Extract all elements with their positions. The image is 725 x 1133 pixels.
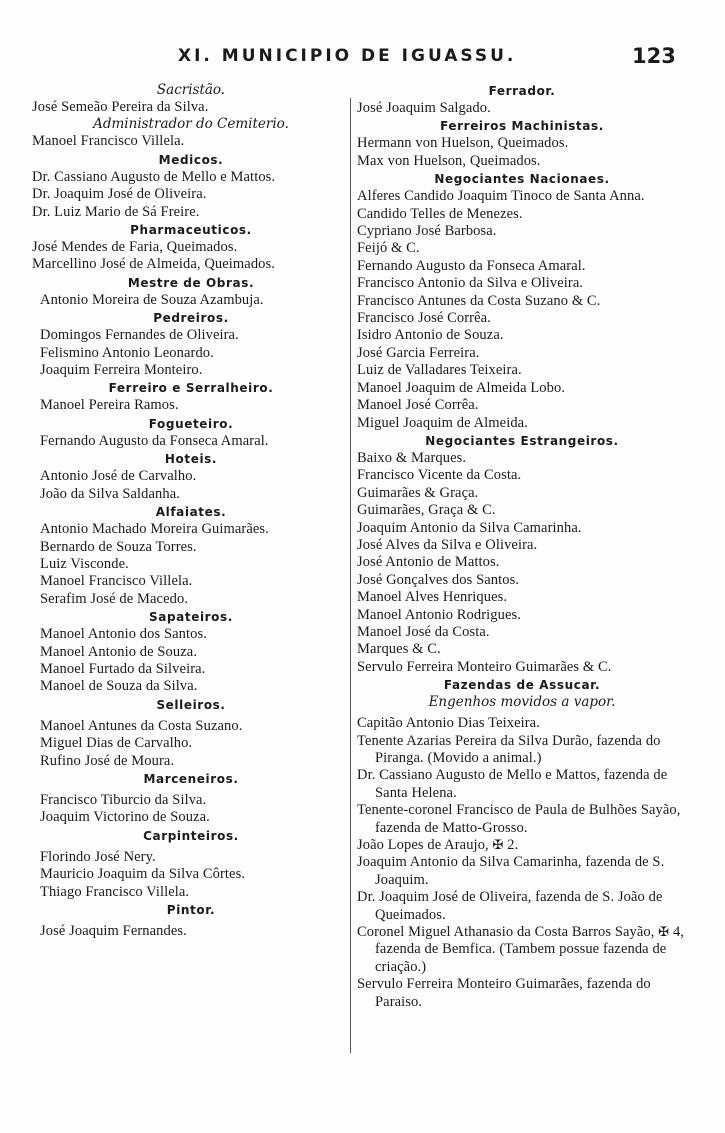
list-item: Luiz de Valladares Teixeira.	[357, 362, 522, 379]
list-item-text: João Lopes de Araujo,	[357, 837, 489, 854]
section-heading-negociantes-estrangeiros: Negociantes Estrangeiros.	[425, 433, 619, 448]
list-item: Guimarães, Graça & C.	[357, 502, 496, 519]
list-item: Francisco Antonio da Silva e Oliveira.	[357, 275, 584, 292]
list-item: Servulo Ferreira Monteiro Guimarães, fazenda do Paraiso.	[357, 976, 651, 1010]
list-item-text: 2.	[507, 837, 519, 854]
list-item: João da Silva Saldanha.	[40, 485, 181, 502]
list-item: Baixo & Marques.	[357, 449, 467, 466]
section-heading-mestre-obras: Mestre de Obras.	[127, 275, 255, 290]
list-item: José Joaquim Salgado.	[357, 100, 491, 116]
list-item: Dr. Cassiano Augusto de Mello e Mattos, fazenda de Santa Helena.	[357, 767, 668, 801]
list-item: Manoel Furtado da Silveira.	[40, 660, 206, 677]
list-item: Francisco Vicente da Costa.	[357, 467, 522, 484]
section-subheading-engenhos: Engenhos movidos a vapor.	[428, 694, 616, 711]
list-item: Luiz Visconde.	[40, 555, 129, 572]
list-item: Bernardo de Souza Torres.	[40, 538, 197, 555]
list-item: Manoel Joaquim de Almeida Lobo.	[357, 379, 566, 396]
list-item: José Gonçalves dos Santos.	[357, 571, 520, 588]
list-item: Mauricio Joaquim da Silva Côrtes.	[40, 866, 246, 883]
list-item: José Mendes de Faria, Queimados.	[32, 239, 238, 256]
list-item: Manoel Antonio dos Santos.	[40, 626, 207, 643]
cross-icon: ✠	[658, 925, 670, 941]
page-header	[0, 46, 725, 72]
list-item: Manoel de Souza da Silva.	[40, 678, 198, 695]
list-item: Candido Telles de Menezes.	[357, 205, 523, 222]
list-item-text: fazenda de Bemfica. (Tambem possue fazenda de criação.)	[375, 941, 667, 975]
list-item: Cypriano José Barbosa.	[357, 223, 497, 240]
list-item: Manoel Antonio Rodrigues.	[357, 606, 522, 623]
list-item: Francisco Tiburcio da Silva.	[40, 791, 207, 808]
list-item: Francisco José Corrêa.	[357, 310, 491, 327]
list-item: Servulo Ferreira Monteiro Guimarães & C.	[357, 658, 612, 675]
list-item: Capitão Antonio Dias Teixeira.	[357, 715, 540, 732]
list-item: Fernando Augusto da Fonseca Amaral.	[357, 257, 586, 274]
list-item: Manoel Francisco Villela.	[32, 133, 185, 150]
list-item: Manoel José da Costa.	[357, 623, 490, 640]
list-item: Manoel Pereira Ramos.	[40, 397, 179, 414]
list-item: Antonio Machado Moreira Guimarães.	[40, 521, 269, 538]
list-item: Serafim José de Macedo.	[40, 590, 189, 607]
section-heading-ferrador: Ferrador.	[488, 84, 556, 98]
section-heading-alfaiates: Alfaiates.	[155, 505, 227, 520]
list-item: Manoel Alves Henriques.	[357, 589, 508, 606]
list-item: Florindo José Nery.	[40, 848, 156, 865]
section-heading-pedreiros: Pedreiros.	[153, 311, 229, 326]
list-item-text: 4,	[672, 924, 685, 941]
section-heading-negociantes-nacionaes: Negociantes Nacionaes.	[434, 172, 610, 187]
list-item: Max von Huelson, Queimados.	[357, 152, 541, 169]
list-item: José Alves da Silva e Oliveira.	[357, 536, 538, 553]
section-heading-ferreiro-serralheiro: Ferreiro e Serralheiro.	[108, 381, 274, 396]
list-item: Manoel José Corrêa.	[357, 397, 479, 414]
list-item	[357, 837, 687, 854]
list-item: Dr. Luiz Mario de Sá Freire.	[32, 203, 200, 220]
list-item: Marques & C.	[357, 641, 441, 658]
list-item	[357, 924, 687, 976]
list-item: Joaquim Victorino de Souza.	[40, 809, 210, 826]
list-item: Joaquim Antonio da Silva Camarinha.	[357, 519, 582, 536]
section-heading-pharmaceuticos: Pharmaceuticos.	[130, 223, 252, 238]
list-item: Antonio Moreira de Souza Azambuja.	[40, 291, 264, 308]
section-heading-administrador: Administrador do Cemiterio.	[93, 116, 289, 133]
list-item: Dr. Joaquim José de Oliveira, fazenda de S. João de Queimados.	[357, 889, 663, 923]
list-item: Joaquim Antonio da Silva Camarinha, fazenda de S. Joaquim.	[357, 854, 665, 888]
list-item: Feijó & C.	[357, 240, 420, 257]
list-item: Thiago Francisco Villela.	[40, 883, 190, 900]
section-heading-fazendas: Fazendas de Assucar.	[443, 678, 601, 693]
list-item: Isidro Antonio de Souza.	[357, 327, 504, 344]
section-heading-sapateiros: Sapateiros.	[149, 610, 233, 625]
section-heading-sacristao: Sacristão.	[156, 82, 226, 98]
list-item: Marcellino José de Almeida, Queimados.	[32, 256, 275, 273]
list-item: Fernando Augusto da Fonseca Amaral.	[40, 432, 269, 449]
section-heading-medicos: Medicos.	[158, 152, 224, 167]
list-item: Dr. Cassiano Augusto de Mello e Mattos.	[32, 168, 276, 185]
section-heading-selleiros: Selleiros.	[156, 697, 226, 712]
list-item: Miguel Joaquim de Almeida.	[357, 414, 528, 431]
section-heading-fogueteiro: Fogueteiro.	[148, 416, 234, 431]
list-item: José Joaquim Fernandes.	[40, 923, 187, 939]
list-item-text: Coronel Miguel Athanasio da Costa Barros Sayão,	[357, 924, 655, 941]
list-item: Manoel Francisco Villela.	[40, 573, 193, 590]
list-item: José Garcia Ferreira.	[357, 344, 480, 361]
list-item: Domingos Fernandes de Oliveira.	[40, 327, 239, 344]
section-heading-pintor: Pintor.	[166, 903, 216, 917]
section-heading-hoteis: Hoteis.	[164, 452, 218, 467]
list-item: Tenente Azarias Pereira da Silva Durão, fazenda do Piranga. (Movido a animal.)	[357, 732, 661, 766]
right-column	[357, 82, 687, 1011]
list-item: José Antonio de Mattos.	[357, 554, 500, 571]
left-column	[32, 82, 350, 940]
list-item: Tenente-coronel Francisco de Paula de Bulhões Sayão, fazenda de Matto-Grosso.	[357, 802, 681, 836]
list-item: Hermann von Huelson, Queimados.	[357, 135, 569, 152]
page-number: 123	[632, 44, 676, 68]
cross-icon: ✠	[492, 838, 504, 854]
section-heading-marceneiros: Marceneiros.	[143, 771, 239, 786]
section-heading-ferreiros-machinistas: Ferreiros Machinistas.	[440, 119, 604, 134]
list-item: Felismino Antonio Leonardo.	[40, 344, 214, 361]
list-item: Miguel Dias de Carvalho.	[40, 735, 193, 752]
list-item: Manoel Antunes da Costa Suzano.	[40, 717, 243, 734]
list-item: Guimarães & Graça.	[357, 484, 479, 501]
list-item: José Semeão Pereira da Silva.	[32, 99, 209, 115]
list-item: Antonio José de Carvalho.	[40, 468, 197, 485]
list-item: Manoel Antonio de Souza.	[40, 643, 198, 660]
list-item: Rufino José de Moura.	[40, 752, 175, 769]
list-item: Alferes Candido Joaquim Tinoco de Santa Anna.	[357, 188, 645, 205]
page-title: XI. MUNICIPIO DE IGUASSU.	[178, 46, 517, 66]
list-item: Joaquim Ferreira Monteiro.	[40, 362, 203, 379]
section-heading-carpinteiros: Carpinteiros.	[143, 828, 239, 843]
column-divider	[350, 98, 351, 1053]
list-item: Francisco Antunes da Costa Suzano & C.	[357, 292, 601, 309]
list-item: Dr. Joaquim José de Oliveira.	[32, 186, 207, 203]
